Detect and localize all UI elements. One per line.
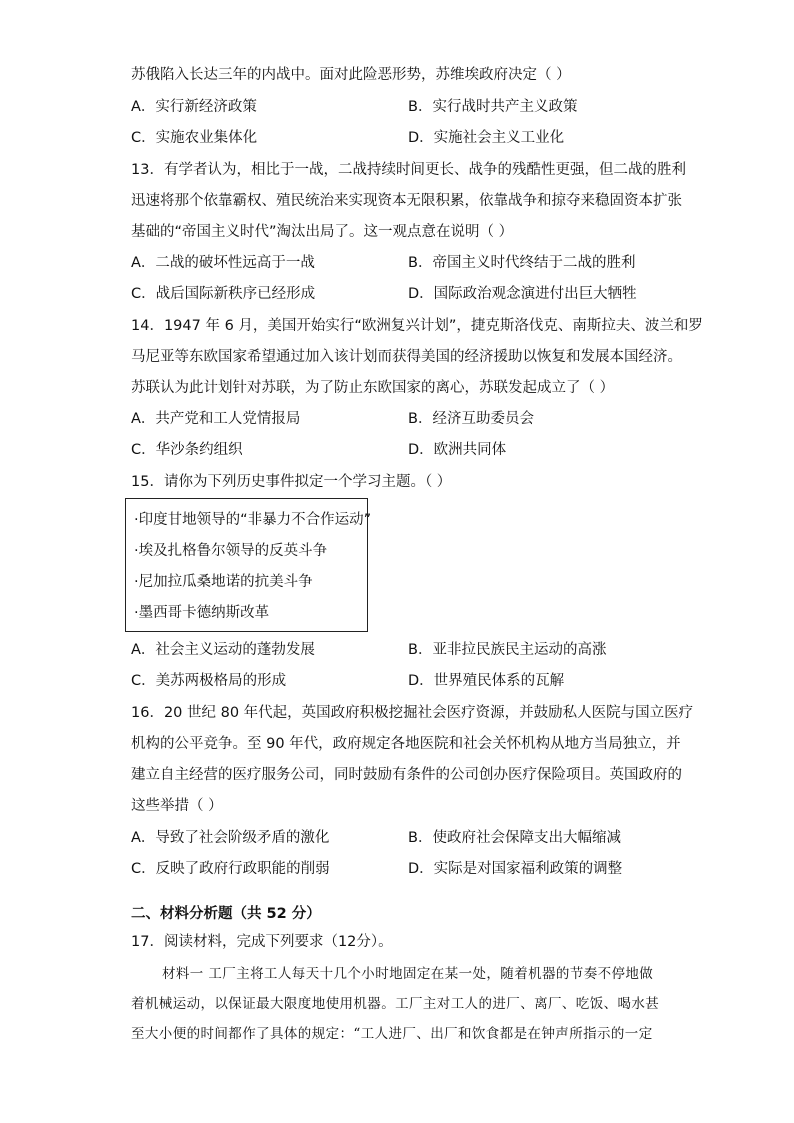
q16-stem-line-1: 16．20 世纪 80 年代起，英国政府积极挖掘社会医疗资源，并鼓励私人医院与国立医疗 [131, 705, 694, 721]
q13-stem-line-2: 迅速将那个依靠霸权、殖民统治来实现资本无限积累，依靠战争和掠夺来稳固资本扩张 [131, 193, 682, 209]
q14-stem-line-3: 苏联认为此计划针对苏联，为了防止东欧国家的离心，苏联发起成立了（ ） [131, 380, 615, 396]
q13-option-d: D．国际政治观念演进付出巨大牺牲 [408, 286, 637, 302]
q16-option-c: C．反映了政府行政职能的削弱 [131, 861, 330, 877]
q16-option-b: B．使政府社会保障支出大幅缩减 [408, 830, 621, 846]
q16-stem-line-4: 这些举措（ ） [131, 798, 223, 814]
q15-event-box [125, 498, 372, 632]
q14-stem-line-1: 14．1947 年 6 月，美国开始实行“欧洲复兴计划”，捷克斯洛伐克、南斯拉夫、波兰和罗 [131, 318, 703, 334]
q16-option-d: D．实际是对国家福利政策的调整 [408, 861, 623, 877]
q14-option-a: A．共产党和工人党情报局 [131, 411, 301, 427]
q15-event-2: ·埃及扎格鲁尔领导的反英斗争 [134, 543, 328, 559]
q13-stem-line-3: 基础的“帝国主义时代”淘汰出局了。这一观点意在说明（ ） [131, 224, 514, 240]
q16-stem-line-3: 建立自主经营的医疗服务公司，同时鼓励有条件的公司创办医疗保险项目。英国政府的 [131, 767, 682, 783]
q15-event-4: ·墨西哥卡德纳斯改革 [134, 605, 270, 621]
q15-option-c: C．美苏两极格局的形成 [131, 673, 287, 689]
q12-option-d: D．实施社会主义工业化 [408, 130, 565, 146]
q17-material-line-3: 至大小便的时间都作了具体的规定：“工人进厂、出厂和饮食都是在钟声所指示的一定 [131, 1026, 653, 1042]
q14-option-b: B．经济互助委员会 [408, 411, 534, 427]
q16-stem-line-2: 机构的公平竞争。至 90 年代，政府规定各地医院和社会关怀机构从地方当局独立，并 [131, 736, 681, 752]
q17-material-line-1: 材料一 工厂主将工人每天十几个小时地固定在某一处，随着机器的节奏不停地做 [162, 966, 654, 982]
q13-option-a: A．二战的破坏性远高于一战 [131, 255, 315, 271]
q15-event-1: ·印度甘地领导的“非暴力不合作运动” [134, 512, 372, 528]
q13-option-b: B．帝国主义时代终结于二战的胜利 [408, 255, 636, 271]
q13-stem-line-1: 13．有学者认为，相比于一战，二战持续时间更长、战争的残酷性更强，但二战的胜利 [131, 162, 686, 178]
q15-event-3: ·尼加拉瓜桑地诺的抗美斗争 [134, 574, 313, 590]
q15-option-a: A．社会主义运动的蓬勃发展 [131, 642, 315, 658]
section-heading: 二、材料分析题（共 52 分） [131, 906, 321, 922]
q12-stem: 苏俄陷入长达三年的内战中。面对此险恶形势，苏维埃政府决定（ ） [131, 67, 571, 83]
q17-stem: 17．阅读材料，完成下列要求（12分）。 [131, 934, 393, 950]
q13-option-c: C．战后国际新秩序已经形成 [131, 286, 316, 302]
q15-option-b: B．亚非拉民族民主运动的高涨 [408, 642, 607, 658]
q15-stem: 15．请你为下列历史事件拟定一个学习主题。（ ） [131, 474, 452, 490]
q16-option-a: A．导致了社会阶级矛盾的激化 [131, 830, 330, 846]
q12-option-b: B．实行战时共产主义政策 [408, 99, 578, 115]
q14-stem-line-2: 马尼亚等东欧国家希望通过加入该计划而获得美国的经济援助以恢复和发展本国经济。 [131, 349, 682, 365]
q12-option-a: A．实行新经济政策 [131, 99, 257, 115]
q14-option-c: C．华沙条约组织 [131, 442, 243, 458]
q15-option-d: D．世界殖民体系的瓦解 [408, 673, 565, 689]
q12-option-c: C．实施农业集体化 [131, 130, 258, 146]
q14-option-d: D．欧洲共同体 [408, 442, 507, 458]
q17-material-line-2: 着机械运动，以保证最大限度地使用机器。工厂主对工人的进厂、离厂、吃饭、喝水甚 [131, 996, 660, 1012]
